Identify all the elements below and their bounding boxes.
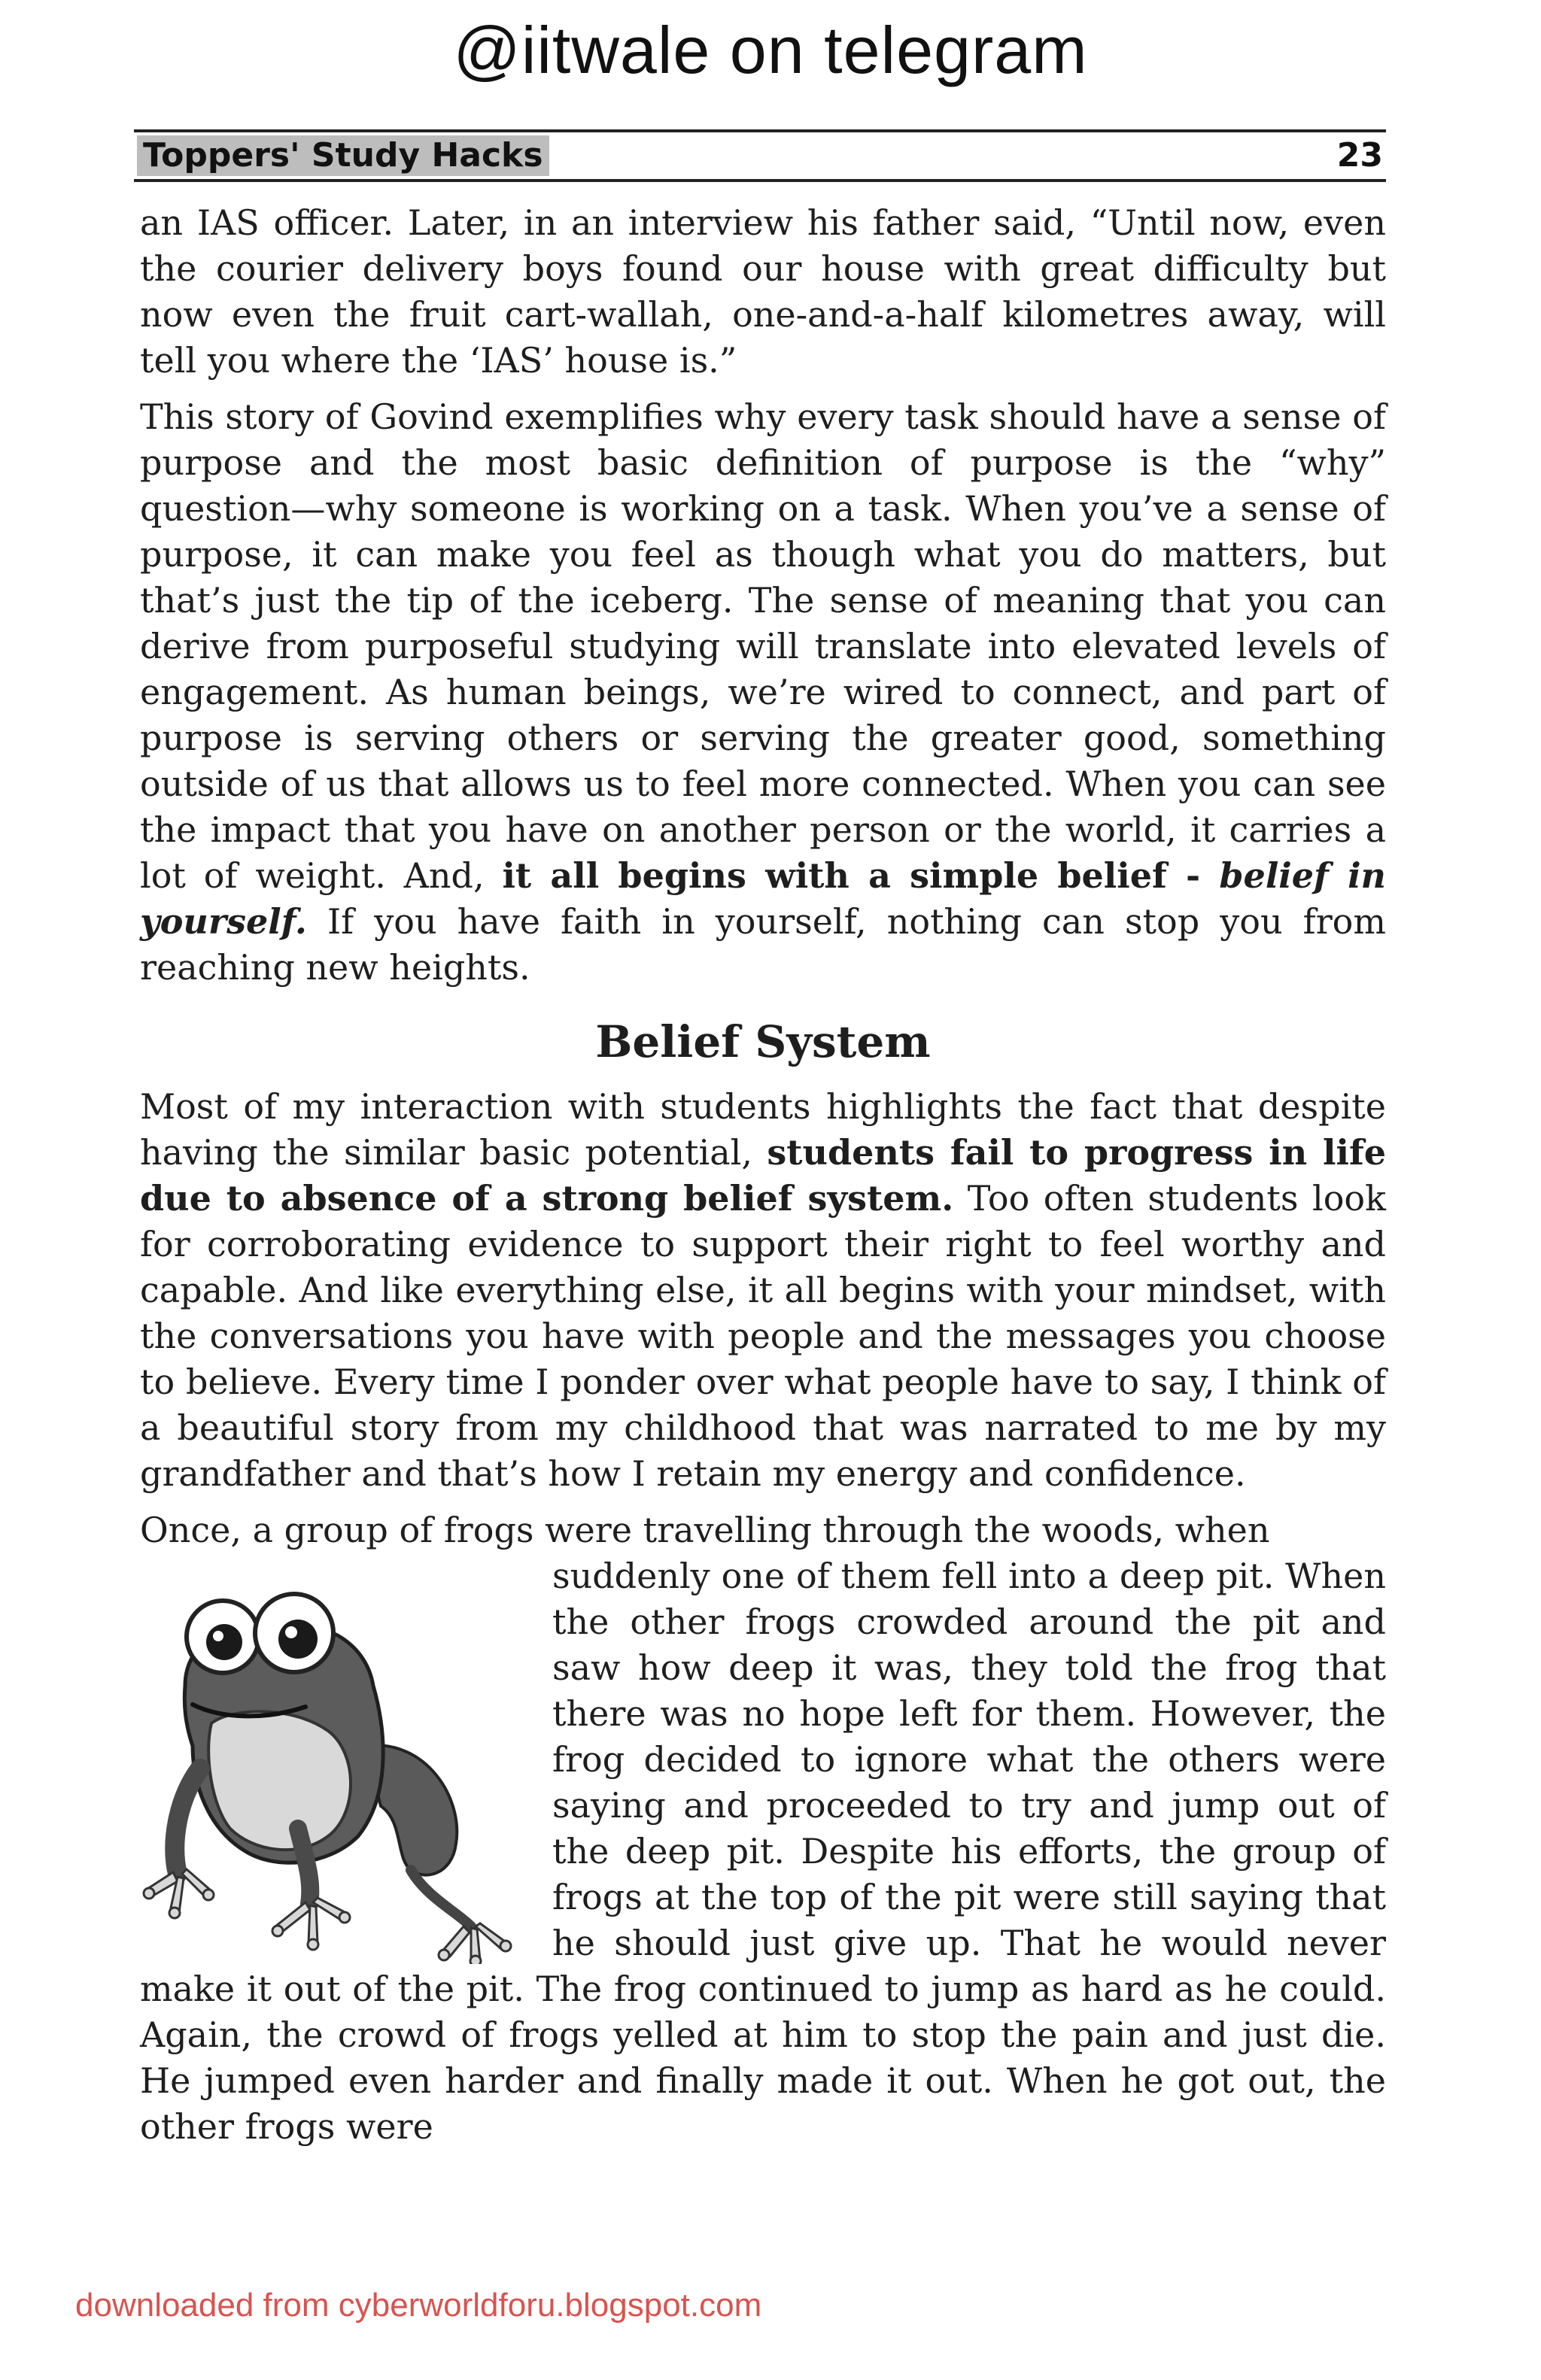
paragraph-2-bold: it all begins with a simple belief -: [502, 855, 1220, 896]
paragraph-4: [140, 1507, 1386, 1553]
telegram-watermark: @iitwale on telegram: [453, 13, 1088, 87]
paragraph-1: an IAS officer. Later, in an interview his father said, “Until now, even the courier delivery boys found our house with great difficulty but now even the fruit cart-wallah, one-and-a-half kilometres away, will tell you where the ‘IAS’ house is.”: [140, 202, 1386, 381]
frog-illustration: [140, 1573, 531, 1964]
paragraph-3-tail: Too often students look for corroborating evidence to support their right to feel worthy and capable. And like everything else, it all begins with your mindset, with the conversations you have with people and the messages you choose to believe. Every time I ponder over what people have to say, I think of a beautiful story from my childhood that was narrated to me by my grandfather and that’s how I retain my energy and confidence.: [140, 1178, 1386, 1494]
paragraph-2-text: This story of Govind exemplifies why every task should have a sense of purpose and the most basic definition of purpose is the “why” question—why someone is working on a task. When you’ve a sense of purpose, it can make you feel as though what you do matters, but that’s just the tip of the iceberg. The sense of meaning that you can derive from purposeful studying will translate into elevated levels of engagement. As human beings, we’re wired to connect, and part of purpose is serving others or serving the greater good, something outside of us that allows us to feel more connected. When you can see the impact that you have on another person or the world, it carries a lot of weight. And,: [140, 396, 1386, 896]
running-header: [134, 129, 1386, 182]
paragraph-3: [140, 1084, 1386, 1497]
section-heading: Belief System: [595, 1016, 931, 1067]
paragraph-4-continued: suddenly one of them fell into a deep pit. When the other frogs crowded around the pit and saw how deep it was, they told the frog that there was no hope left for them. However, the frog decided to ignore what the others were saying and proceeded to try and jump out of the deep pit. Despite his efforts, the group of frogs at the top of the pit were still saying that he should just give up. That he would never make it out of the pit. The frog continued to jump as hard as he could. Again, the crowd of frogs yelled at him to stop the pain and just die. He jumped even harder and finally made it out. When he got out, the other frogs were: [140, 1556, 1386, 2147]
paragraph-3-bold: students fail to progress in life due to absence of a strong belief system.: [140, 1132, 1386, 1219]
paragraph-3-text: Most of my interaction with students highlights the fact that despite having the similar basic potential,: [140, 1086, 1386, 1173]
frog-icon: [140, 1573, 531, 1964]
download-source-watermark: downloaded from cyberworldforu.blogspot.com: [75, 2287, 762, 2324]
paragraph-2-tail: If you have faith in yourself, nothing can stop you from reaching new heights.: [140, 901, 1386, 988]
paragraph-2-bold-italic: belief in yourself.: [140, 855, 1386, 942]
page-body: [140, 200, 1386, 2160]
paragraph-2: [140, 394, 1386, 991]
page-number: 23: [1336, 136, 1383, 175]
book-title: Toppers' Study Hacks: [137, 135, 549, 176]
paragraph-4-first-line: Once, a group of frogs were travelling through the woods, when: [140, 1510, 1270, 1550]
